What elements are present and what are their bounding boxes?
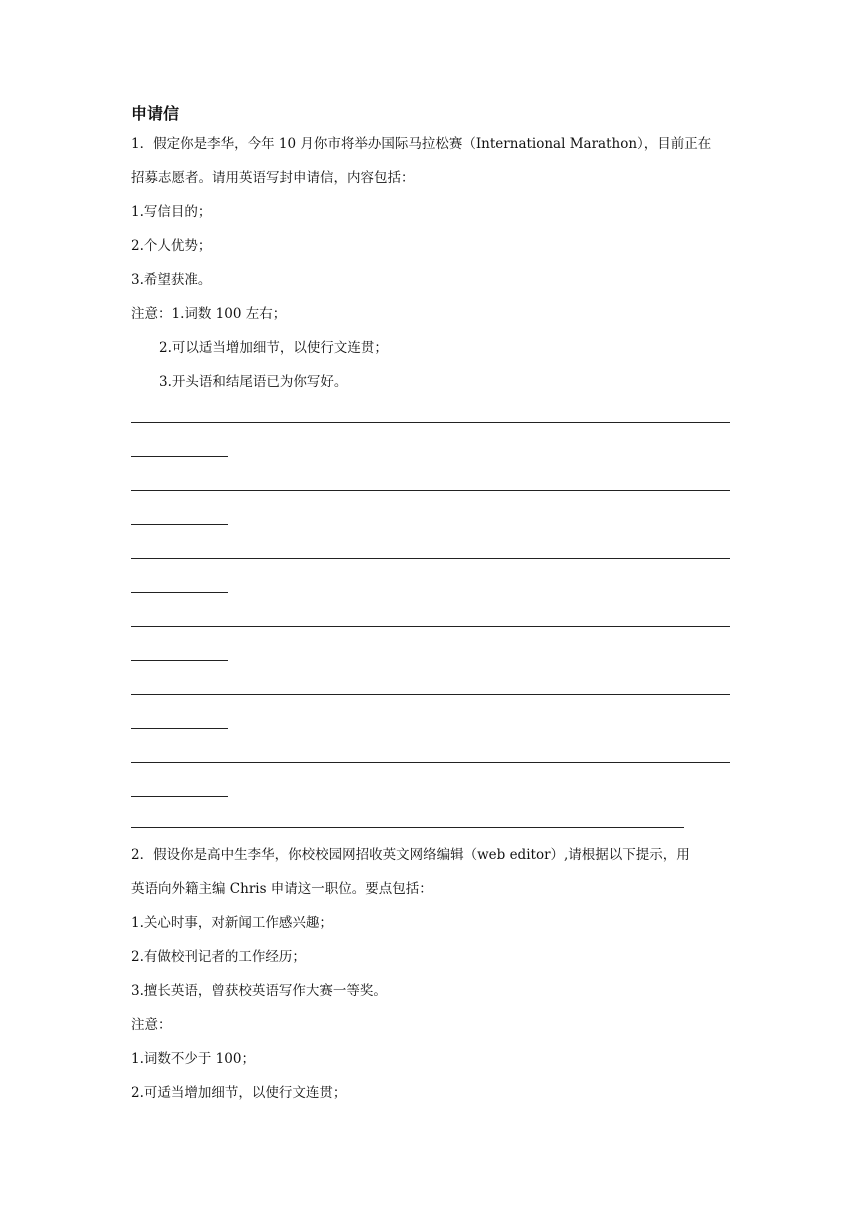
document-title: 申请信	[131, 104, 180, 123]
answer-line	[131, 660, 228, 661]
answer-line	[131, 626, 730, 627]
q1-point-2: 2.个人优势；	[131, 238, 212, 254]
q2-note-label: 注意：	[131, 1017, 172, 1033]
answer-line	[131, 728, 228, 729]
answer-line	[131, 456, 228, 457]
q2-note-2: 2.可适当增加细节，以使行文连贯；	[131, 1085, 347, 1101]
q2-note-1: 1.词数不少于 100；	[131, 1051, 255, 1067]
q2-prompt-line-1: 2．假设你是高中生李华，你校校园网招收英文网络编辑（web editor）,请根据以下提示，用	[131, 847, 690, 863]
answer-line	[131, 524, 228, 525]
answer-line	[131, 422, 730, 423]
answer-line	[131, 558, 730, 559]
answer-line	[131, 592, 228, 593]
answer-line	[131, 796, 228, 797]
q1-note-2: 2.可以适当增加细节，以使行文连贯；	[159, 340, 388, 356]
q2-prompt-line-2: 英语向外籍主编 Chris 申请这一职位。要点包括：	[131, 881, 433, 897]
q1-point-1: 1.写信目的；	[131, 204, 212, 220]
answer-line	[131, 762, 730, 763]
q1-point-3: 3.希望获准。	[131, 272, 212, 288]
q1-prompt-line-1: 1．假定你是李华，今年 10 月你市将举办国际马拉松赛（International Marathon），目前正在	[131, 136, 712, 152]
answer-line	[131, 490, 730, 491]
q2-point-1: 1.关心时事，对新闻工作感兴趣；	[131, 915, 333, 931]
answer-line	[131, 694, 730, 695]
document-page	[131, 0, 731, 1216]
answer-line	[131, 827, 684, 828]
q2-point-3: 3.擅长英语，曾获校英语写作大赛一等奖。	[131, 983, 387, 999]
q1-note-1: 注意：1.词数 100 左右；	[131, 306, 287, 322]
q1-note-3: 3.开头语和结尾语已为你写好。	[159, 374, 348, 390]
q2-point-2: 2.有做校刊记者的工作经历；	[131, 949, 306, 965]
q1-prompt-line-2: 招募志愿者。请用英语写封申请信，内容包括：	[131, 170, 415, 186]
